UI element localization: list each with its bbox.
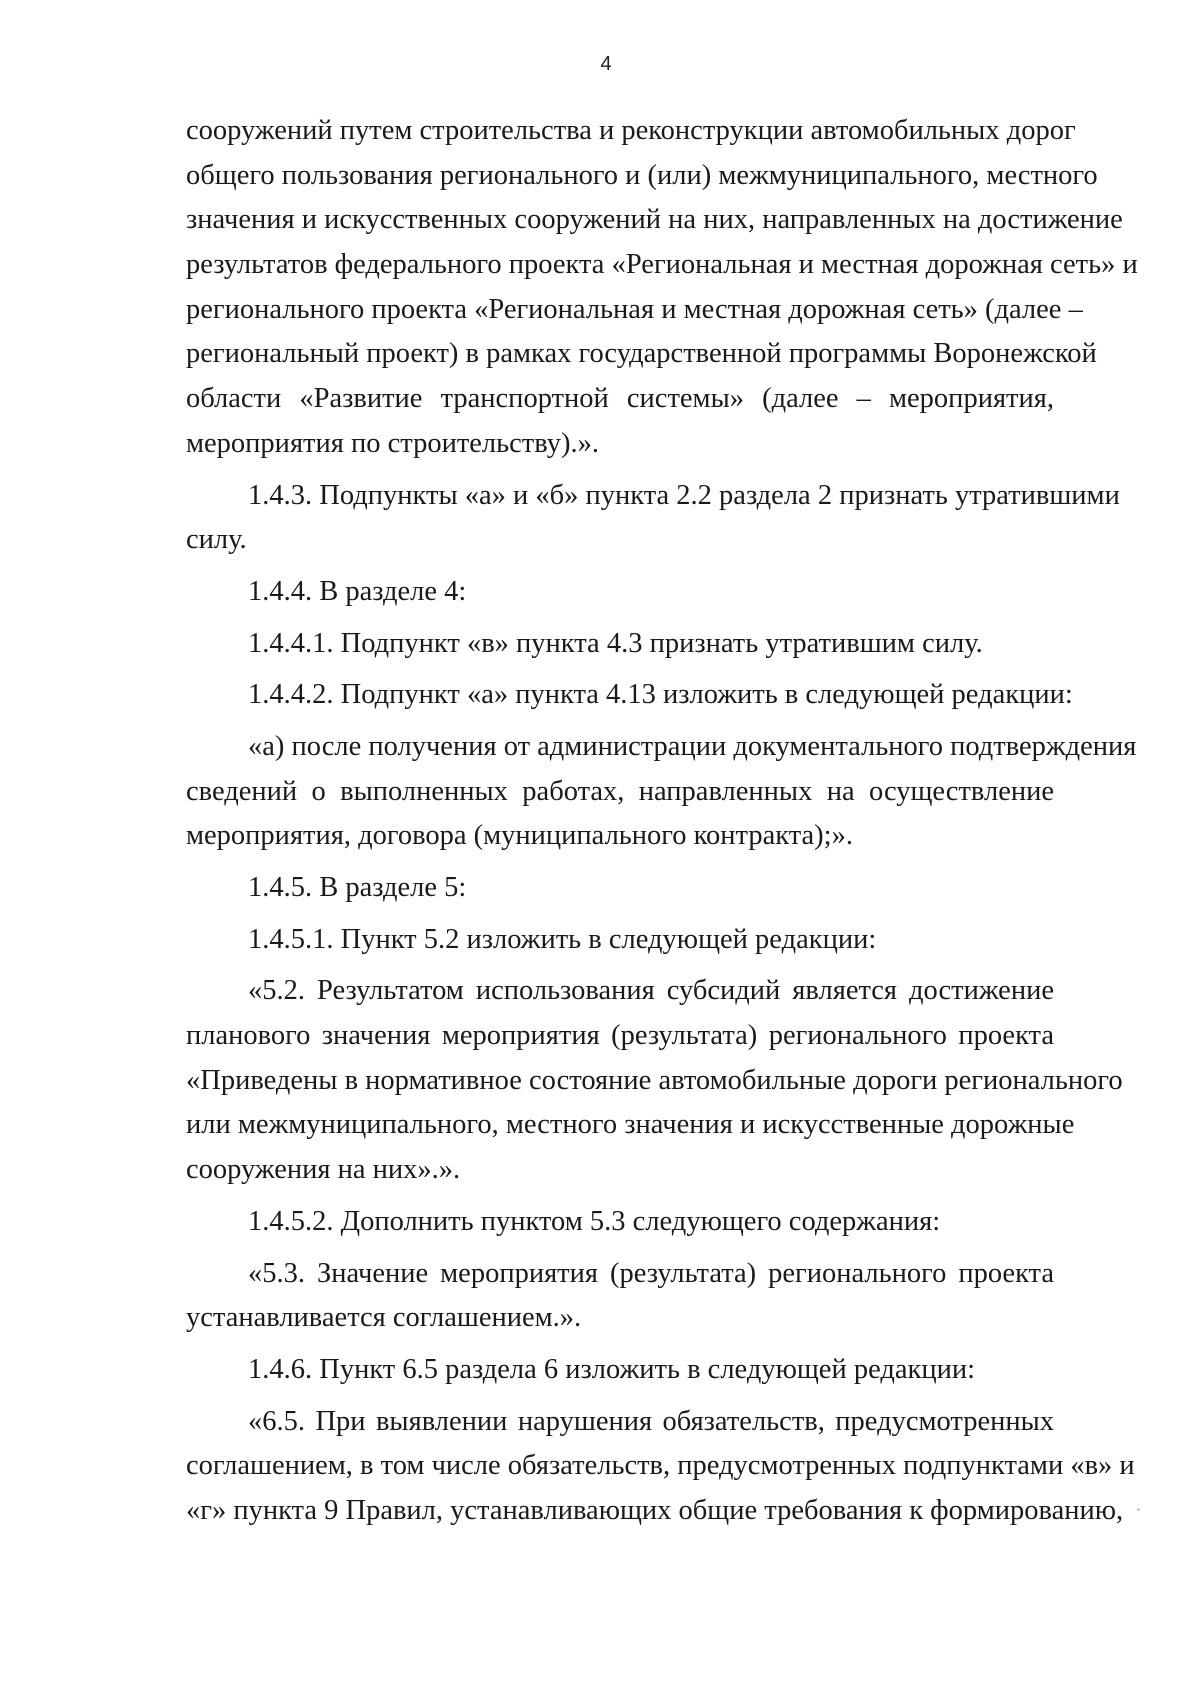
document-body	[186, 109, 1138, 1534]
text-line: соглашением, в том числе обязательств, предусмотренных подпунктами «в» и	[186, 1450, 1135, 1482]
text-line: «6.5. При выявлении нарушения обязательств, предусмотренных	[248, 1405, 1054, 1437]
text-line: значения и искусственных сооружений на них, направленных на достижение	[186, 204, 1123, 236]
paragraph	[186, 622, 1054, 667]
text-line: 1.4.5.1. Пункт 5.2 изложить в следующей редакции:	[248, 923, 877, 955]
text-line: силу.	[186, 524, 247, 556]
text-line: результатов федерального проекта «Региональная и местная дорожная сеть» и	[186, 249, 1138, 281]
paragraph	[186, 109, 1138, 467]
text-line: области «Развитие транспортной системы» (далее – мероприятия,	[186, 383, 1054, 415]
text-line: сооружений путем строительства и реконструкции автомобильных дорог	[186, 115, 1076, 146]
text-line: планового значения мероприятия (результата) регионального проекта	[186, 1020, 1054, 1052]
text-line: мероприятия по строительству).».	[186, 427, 599, 459]
paragraph	[186, 474, 1120, 563]
paragraph	[186, 673, 1073, 718]
text-line: 1.4.5. В разделе 5:	[248, 872, 467, 903]
text-line: или межмуниципального, местного значения и искусственные дорожные	[186, 1109, 1075, 1141]
text-line: «5.3. Значение мероприятия (результата) регионального проекта	[248, 1257, 1054, 1289]
text-line: 1.4.3. Подпункты «а» и «б» пункта 2.2 раздела 2 признать утратившими	[248, 479, 1120, 511]
page-number: 4	[600, 53, 612, 75]
text-line: сведений о выполненных работах, направленных на осуществление	[186, 775, 1054, 807]
text-line: 1.4.4.2. Подпункт «а» пункта 4.13 изложить в следующей редакции:	[248, 679, 1073, 711]
paragraph	[186, 866, 1054, 911]
text-line: 1.4.4.1. Подпункт «в» пункта 4.3 признать утратившим силу.	[248, 627, 983, 659]
paragraph	[186, 1252, 1054, 1341]
text-line: «Приведены в нормативное состояние автомобильные дороги регионального	[186, 1064, 1123, 1096]
paragraph	[186, 1348, 1054, 1393]
text-line: мероприятия, договора (муниципального контракта);».	[186, 820, 853, 852]
text-line: 1.4.4. В разделе 4:	[248, 575, 467, 607]
text-line: «г» пункта 9 Правил, устанавливающих общие требования к формированию,	[186, 1494, 1124, 1526]
paragraph	[186, 918, 1054, 963]
text-line: региональный проект) в рамках государственной программы Воронежской	[186, 338, 1097, 370]
scan-speck	[1137, 1508, 1140, 1511]
paragraph	[186, 725, 1137, 859]
paragraph	[186, 969, 1123, 1192]
paragraph	[186, 1200, 1054, 1245]
paragraph	[186, 1400, 1135, 1534]
text-line: общего пользования регионального и (или) межмуниципального, местного	[186, 159, 1098, 191]
text-line: регионального проекта «Региональная и местная дорожная сеть» (далее –	[186, 293, 1083, 325]
text-line: сооружения на них».».	[186, 1154, 461, 1186]
text-line: «а) после получения от администрации документального подтверждения	[248, 730, 1137, 762]
paragraph	[186, 570, 1054, 615]
text-line: 1.4.5.2. Дополнить пунктом 5.3 следующего содержания:	[248, 1205, 941, 1237]
text-line: устанавливается соглашением.».	[186, 1302, 582, 1334]
text-line: «5.2. Результатом использования субсидий является достижение	[248, 975, 1054, 1007]
text-line: 1.4.6. Пункт 6.5 раздела 6 изложить в следующей редакции:	[248, 1353, 976, 1385]
